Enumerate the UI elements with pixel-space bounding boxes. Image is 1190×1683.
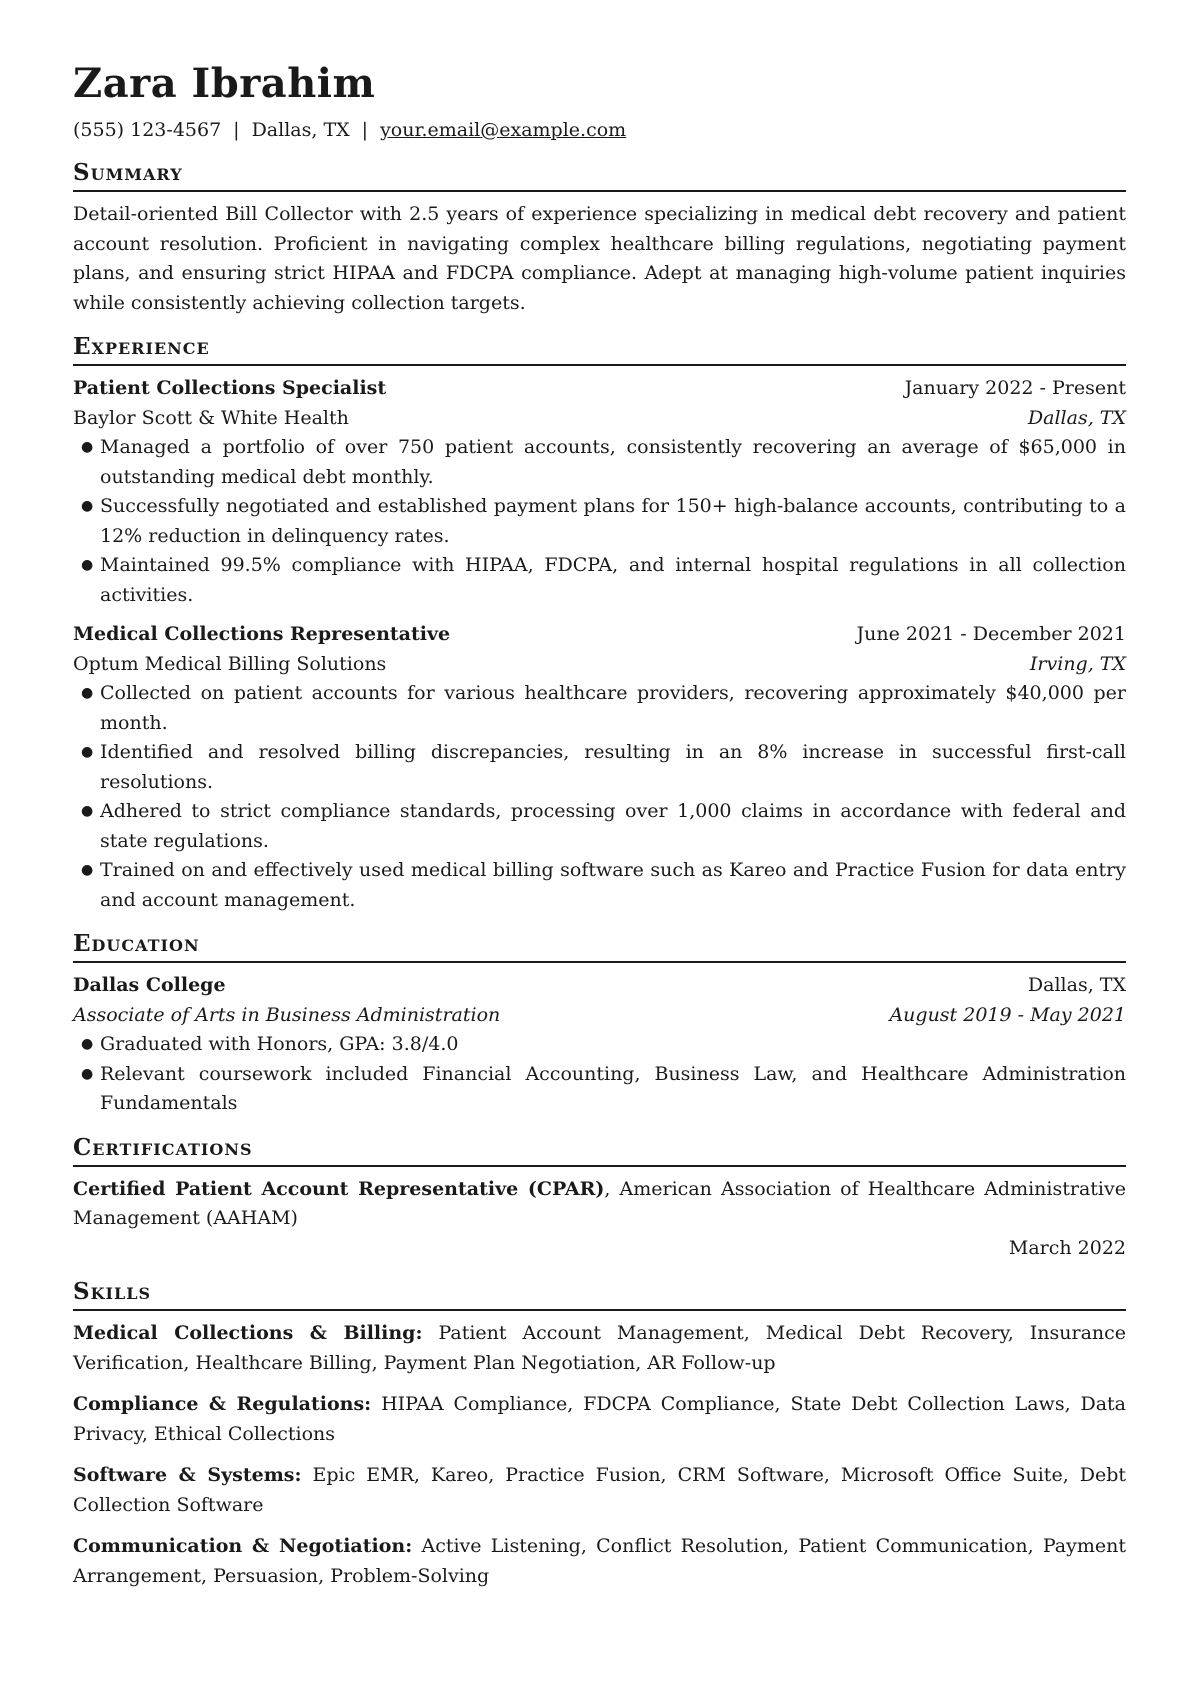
- experience-section: [73, 332, 1126, 915]
- skill-group: [73, 1319, 1126, 1378]
- job-location: Dallas, TX: [1027, 406, 1126, 429]
- section-title-summary: Summary: [73, 158, 1126, 192]
- job-location: Irving, TX: [1029, 652, 1126, 675]
- certifications-section: [73, 1133, 1126, 1264]
- job-company: Baylor Scott & White Health: [73, 406, 349, 429]
- job-role: Medical Collections Representative: [73, 623, 451, 645]
- job-entry: [73, 374, 1126, 610]
- resume-content: [73, 60, 1126, 1603]
- skill-label: Software & Systems:: [73, 1464, 302, 1486]
- section-title-experience: Experience: [73, 332, 1126, 366]
- job-entry: [73, 620, 1126, 915]
- skill-items: HIPAA Compliance, FDCPA Compliance, State Debt Collection Laws, Data Privacy, Ethical Collections: [73, 1393, 1127, 1445]
- skill-items: Epic EMR, Kareo, Practice Fusion, CRM Software, Microsoft Office Suite, Debt Collection Software: [73, 1464, 1126, 1516]
- job-dates: June 2021 - December 2021: [856, 623, 1126, 645]
- location: Dallas, TX: [251, 119, 350, 141]
- bullet-icon: ●: [81, 557, 94, 573]
- list-item: ● Trained on and effectively used medical billing software such as Kareo and Practice Fusion for data entry and account management.: [73, 856, 1126, 915]
- phone: (555) 123-4567: [73, 119, 222, 141]
- contact-line: [73, 116, 1126, 144]
- section-title-skills: Skills: [73, 1277, 1126, 1311]
- degree: Associate of Arts in Business Administration: [73, 1003, 501, 1026]
- bullet-icon: ●: [81, 498, 94, 514]
- list-item: ● Successfully negotiated and established payment plans for 150+ high-balance accounts, contributing to a 12% reduction in delinquency rates.: [73, 492, 1126, 551]
- list-item: ● Identified and resolved billing discrepancies, resulting in an 8% increase in successful first-call resolutions.: [73, 738, 1126, 797]
- skill-items: Active Listening, Conflict Resolution, Patient Communication, Payment Arrangement, Persuasion, Problem-Solving: [73, 1535, 1126, 1587]
- skill-group: [73, 1461, 1126, 1520]
- summary-section: [73, 158, 1126, 318]
- school-name: Dallas College: [73, 974, 226, 996]
- skill-label: Communication & Negotiation:: [73, 1535, 413, 1557]
- skill-group: [73, 1532, 1126, 1591]
- skill-items: Patient Account Management, Medical Debt Recovery, Insurance Verification, Healthcare Billing, Payment Plan Negotiation, AR Follow-up: [73, 1322, 1127, 1374]
- email-link[interactable]: your.email@example.com: [380, 119, 627, 141]
- certification-date: March 2022: [1008, 1236, 1126, 1259]
- school-location: Dallas, TX: [1027, 974, 1126, 996]
- certification-name: Certified Patient Account Representative (CPAR): [73, 1177, 605, 1200]
- education-section: [73, 929, 1126, 1119]
- bullet-icon: ●: [81, 439, 94, 455]
- certification-issuer: , American Association of Healthcare Administrative Management (AAHAM): [73, 1177, 1126, 1229]
- bullet-icon: ●: [81, 862, 94, 878]
- list-item: ● Adhered to strict compliance standards, processing over 1,000 claims in accordance with federal and state regulations.: [73, 797, 1126, 856]
- section-title-education: Education: [73, 929, 1126, 963]
- bullet-icon: ●: [81, 1065, 94, 1082]
- list-item: ● Graduated with Honors, GPA: 3.8/4.0: [73, 1030, 1126, 1060]
- skill-label: Compliance & Regulations:: [73, 1393, 372, 1415]
- bullet-icon: ●: [81, 1036, 94, 1052]
- certification-entry: [73, 1175, 1126, 1234]
- skills-section: [73, 1277, 1126, 1591]
- summary-text: Detail-oriented Bill Collector with 2.5 years of experience specializing in medical debt recovery and patient account resolution. Proficient in navigating complex healthcare billing regulations, negotiating payment plans, and ensuring strict HIPAA and FDCPA compliance. Adept at managing high-volume patient inquiries while consistently achieving collection targets.: [73, 203, 1126, 314]
- job-dates: January 2022 - Present: [904, 377, 1126, 399]
- list-item: ● Maintained 99.5% compliance with HIPAA, FDCPA, and internal hospital regulations in all collection activities.: [73, 551, 1126, 610]
- list-item: ● Managed a portfolio of over 750 patient accounts, consistently recovering an average of $65,000 in outstanding medical debt monthly.: [73, 433, 1126, 492]
- contact-separator: |: [233, 119, 240, 141]
- job-role: Patient Collections Specialist: [73, 377, 387, 399]
- section-title-certifications: Certifications: [73, 1133, 1126, 1167]
- skill-label: Medical Collections & Billing:: [73, 1322, 423, 1344]
- candidate-name: Zara Ibrahim: [73, 60, 376, 107]
- list-item: ● Relevant coursework included Financial Accounting, Business Law, and Healthcare Administration Fundamentals: [73, 1060, 1126, 1119]
- list-item: ● Collected on patient accounts for various healthcare providers, recovering approximately $40,000 per month.: [73, 679, 1126, 738]
- bullet-icon: ●: [81, 685, 94, 701]
- education-dates: August 2019 - May 2021: [889, 1003, 1126, 1026]
- contact-separator: |: [361, 119, 369, 141]
- bullet-icon: ●: [81, 744, 94, 760]
- bullet-icon: ●: [81, 803, 94, 819]
- skill-group: [73, 1390, 1126, 1449]
- job-company: Optum Medical Billing Solutions: [73, 652, 387, 675]
